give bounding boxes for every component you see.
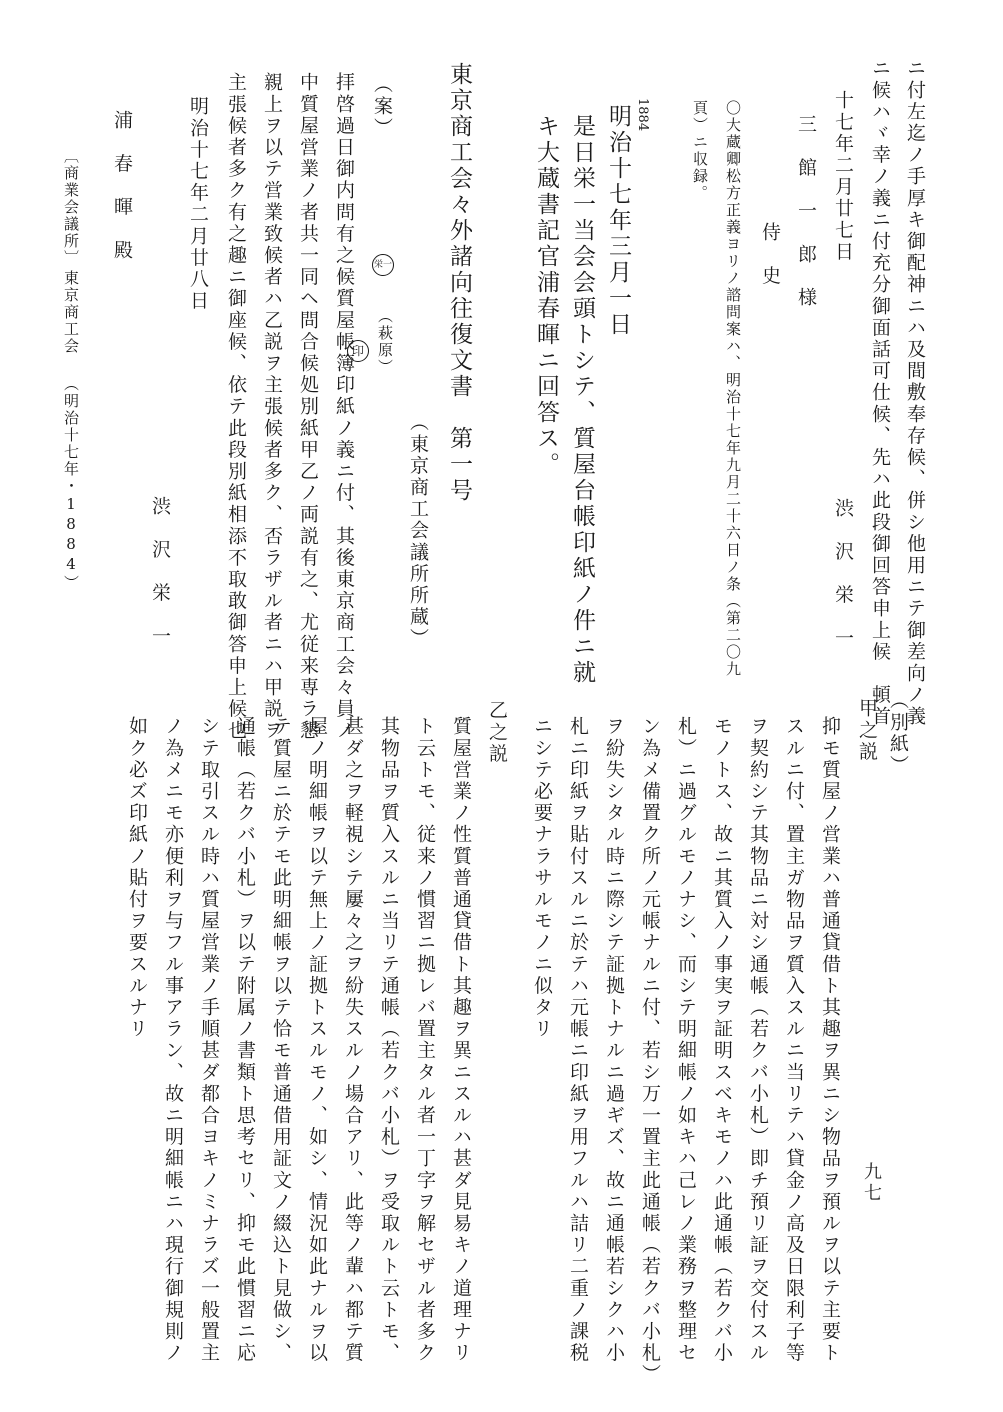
- text-column: ニ付左迄ノ手厚キ御配神ニハ及間敷奉存候、併シ他用ニテ御差向ノ義: [904, 58, 926, 728]
- letter-addressee: 三 館 一 郎 様: [795, 114, 817, 309]
- source-title: 東京商工会々外諸向往復文書 第一号: [446, 62, 472, 504]
- body-line: テ質屋ニ於テモ此明細帳ヲ以テ恰モ普通借用証文ノ綴込ト見做シ、: [270, 716, 292, 1364]
- body-line: 札）ニ過グルモノナシ、而シテ明細帳ノ如キハ己レノ業務ヲ整理セ: [675, 716, 697, 1364]
- body-line: スルニ付、置主ガ物品ヲ質入スルニ当リテハ貸金ノ高及日限利子等: [783, 716, 805, 1364]
- running-head-bracket: 〔商業会議所〕: [62, 148, 80, 267]
- body-line: 札ニ印紙ヲ貼付スルニ於テハ元帳ニ印紙ヲ用フルハ詰リ二重ノ課税: [567, 716, 589, 1364]
- body-line: 其物品ヲ質入スルニ当リテ通帳（若クバ小札）ヲ受取ルト云トモ、: [378, 716, 400, 1364]
- body-line: 如ク必ズ印紙ノ貼付ヲ要スルナリ: [126, 716, 148, 1040]
- body-line: ン為メ備置ク所ノ元帳ナルニ付、若シ万一置主此通帳（若クバ小札）: [639, 716, 661, 1386]
- body-line: シテ取引スル時ハ質屋営業ノ手順甚ダ都合ヨキノミナラズ一般置主: [198, 716, 220, 1364]
- text-column: ニ候ハヾ幸ノ義ニ付充分御面話可仕候、先ハ此段御回答申上候 頓首: [869, 58, 891, 728]
- letter-body-line: 親上ヲ以テ営業致候者ハ乙説ヲ主張候者多ク、否ラザル者ニハ甲説ヲ: [261, 72, 283, 742]
- entry-text: キ大蔵書記官浦春暉ニ回答ス。: [533, 114, 559, 478]
- letter-signature: 渋 沢 栄 一: [149, 496, 171, 648]
- source-holder: （東京商工会議所所蔵）: [407, 412, 429, 650]
- seal-label: （萩原）: [376, 308, 394, 376]
- section-heading: 乙之説: [486, 700, 508, 765]
- draft-label: （案）: [371, 74, 393, 139]
- year-ad-label: 1884: [635, 98, 650, 132]
- body-line: ヲ紛失シタル時ニ際シテ証拠トナルニ過ギズ、故ニ通帳若シクハ小: [603, 716, 625, 1364]
- running-head-year: （明治十七年・1884）: [62, 376, 80, 592]
- body-line: ニシテ必要ナラサルモノニ似タリ: [531, 716, 553, 1040]
- seal-mark: 印: [347, 340, 369, 362]
- body-line: 通帳（若クバ小札）ヲ以テ附属ノ書類ト思考セリ、抑モ此慣習ニ応: [234, 716, 256, 1364]
- body-line: ノ為メニモ亦便利ヲ与フル事アラン、故ニ明細帳ニハ現行御規則ノ: [162, 716, 184, 1364]
- body-line: 質屋営業ノ性質普通貸借ト其趣ヲ異ニスルハ甚ダ見易キノ道理ナリ: [450, 716, 472, 1364]
- letter-body-line: 拝啓過日御内問有之候質屋帳簿印紙ノ義ニ付、其後東京商工会々員ノ: [333, 72, 355, 742]
- editor-note: 〇大蔵卿松方正義ヨリノ諮問案ハ、明治十七年九月二十六日ノ条（第二〇九: [724, 100, 742, 678]
- body-line: 甚ダ之ヲ軽視シテ屢々之ヲ紛失スルノ場合アリ、此等ノ輩ハ都テ質: [342, 716, 364, 1364]
- letter-honorific: 侍 史: [759, 222, 781, 287]
- section-heading: 甲之説: [856, 698, 878, 763]
- body-line: ト云トモ、従来ノ慣習ニ拠レバ置主タル者一丁字ヲ解セザル者多ク: [414, 716, 436, 1364]
- letter-body-line: 中質屋営業ノ者共一同ヘ問合候処別紙甲乙ノ両説有之、尤従来専ラ懇: [297, 72, 319, 742]
- body-line: モノトス、故ニ其質入ノ事実ヲ証明スベキモノハ此通帳（若クバ小: [711, 716, 733, 1364]
- body-line: 抑モ質屋ノ営業ハ普通貸借ト其趣ヲ異ニシ物品ヲ預ルヲ以テ主要ト: [819, 716, 841, 1364]
- body-line: 屋ノ明細帳ヲ以テ無上ノ証拠トスルモノ、如シ、情況如此ナルヲ以: [306, 716, 328, 1364]
- letter-addressee: 浦 春 暉 殿: [111, 110, 133, 262]
- entry-text: 是日栄一当会会頭トシテ、質屋台帳印紙ノ件ニ就: [569, 114, 595, 686]
- letter-body-line: 主張候者多ク有之趣ニ御座候、依テ此段別紙相添不取敢御答申上候也: [225, 72, 247, 742]
- entry-date-heading: 明治十七年三月一日: [605, 104, 631, 338]
- letter-date: 十七年二月廿七日: [832, 90, 854, 263]
- editor-note: 頁）ニ収録。: [691, 100, 709, 202]
- running-head-org: 東京商工会: [62, 270, 80, 355]
- letter-date: 明治十七年二月廿八日: [187, 96, 209, 312]
- page-number: 九七: [861, 1162, 882, 1204]
- attachment-label: （別紙）: [887, 690, 909, 777]
- seal-mark: 栄一: [372, 254, 394, 276]
- letter-signature: 渋 沢 栄 一: [832, 498, 854, 650]
- body-line: ヲ契約シテ其物品ニ対シ通帳（若クバ小札）即チ預リ証ヲ交付スル: [747, 716, 769, 1364]
